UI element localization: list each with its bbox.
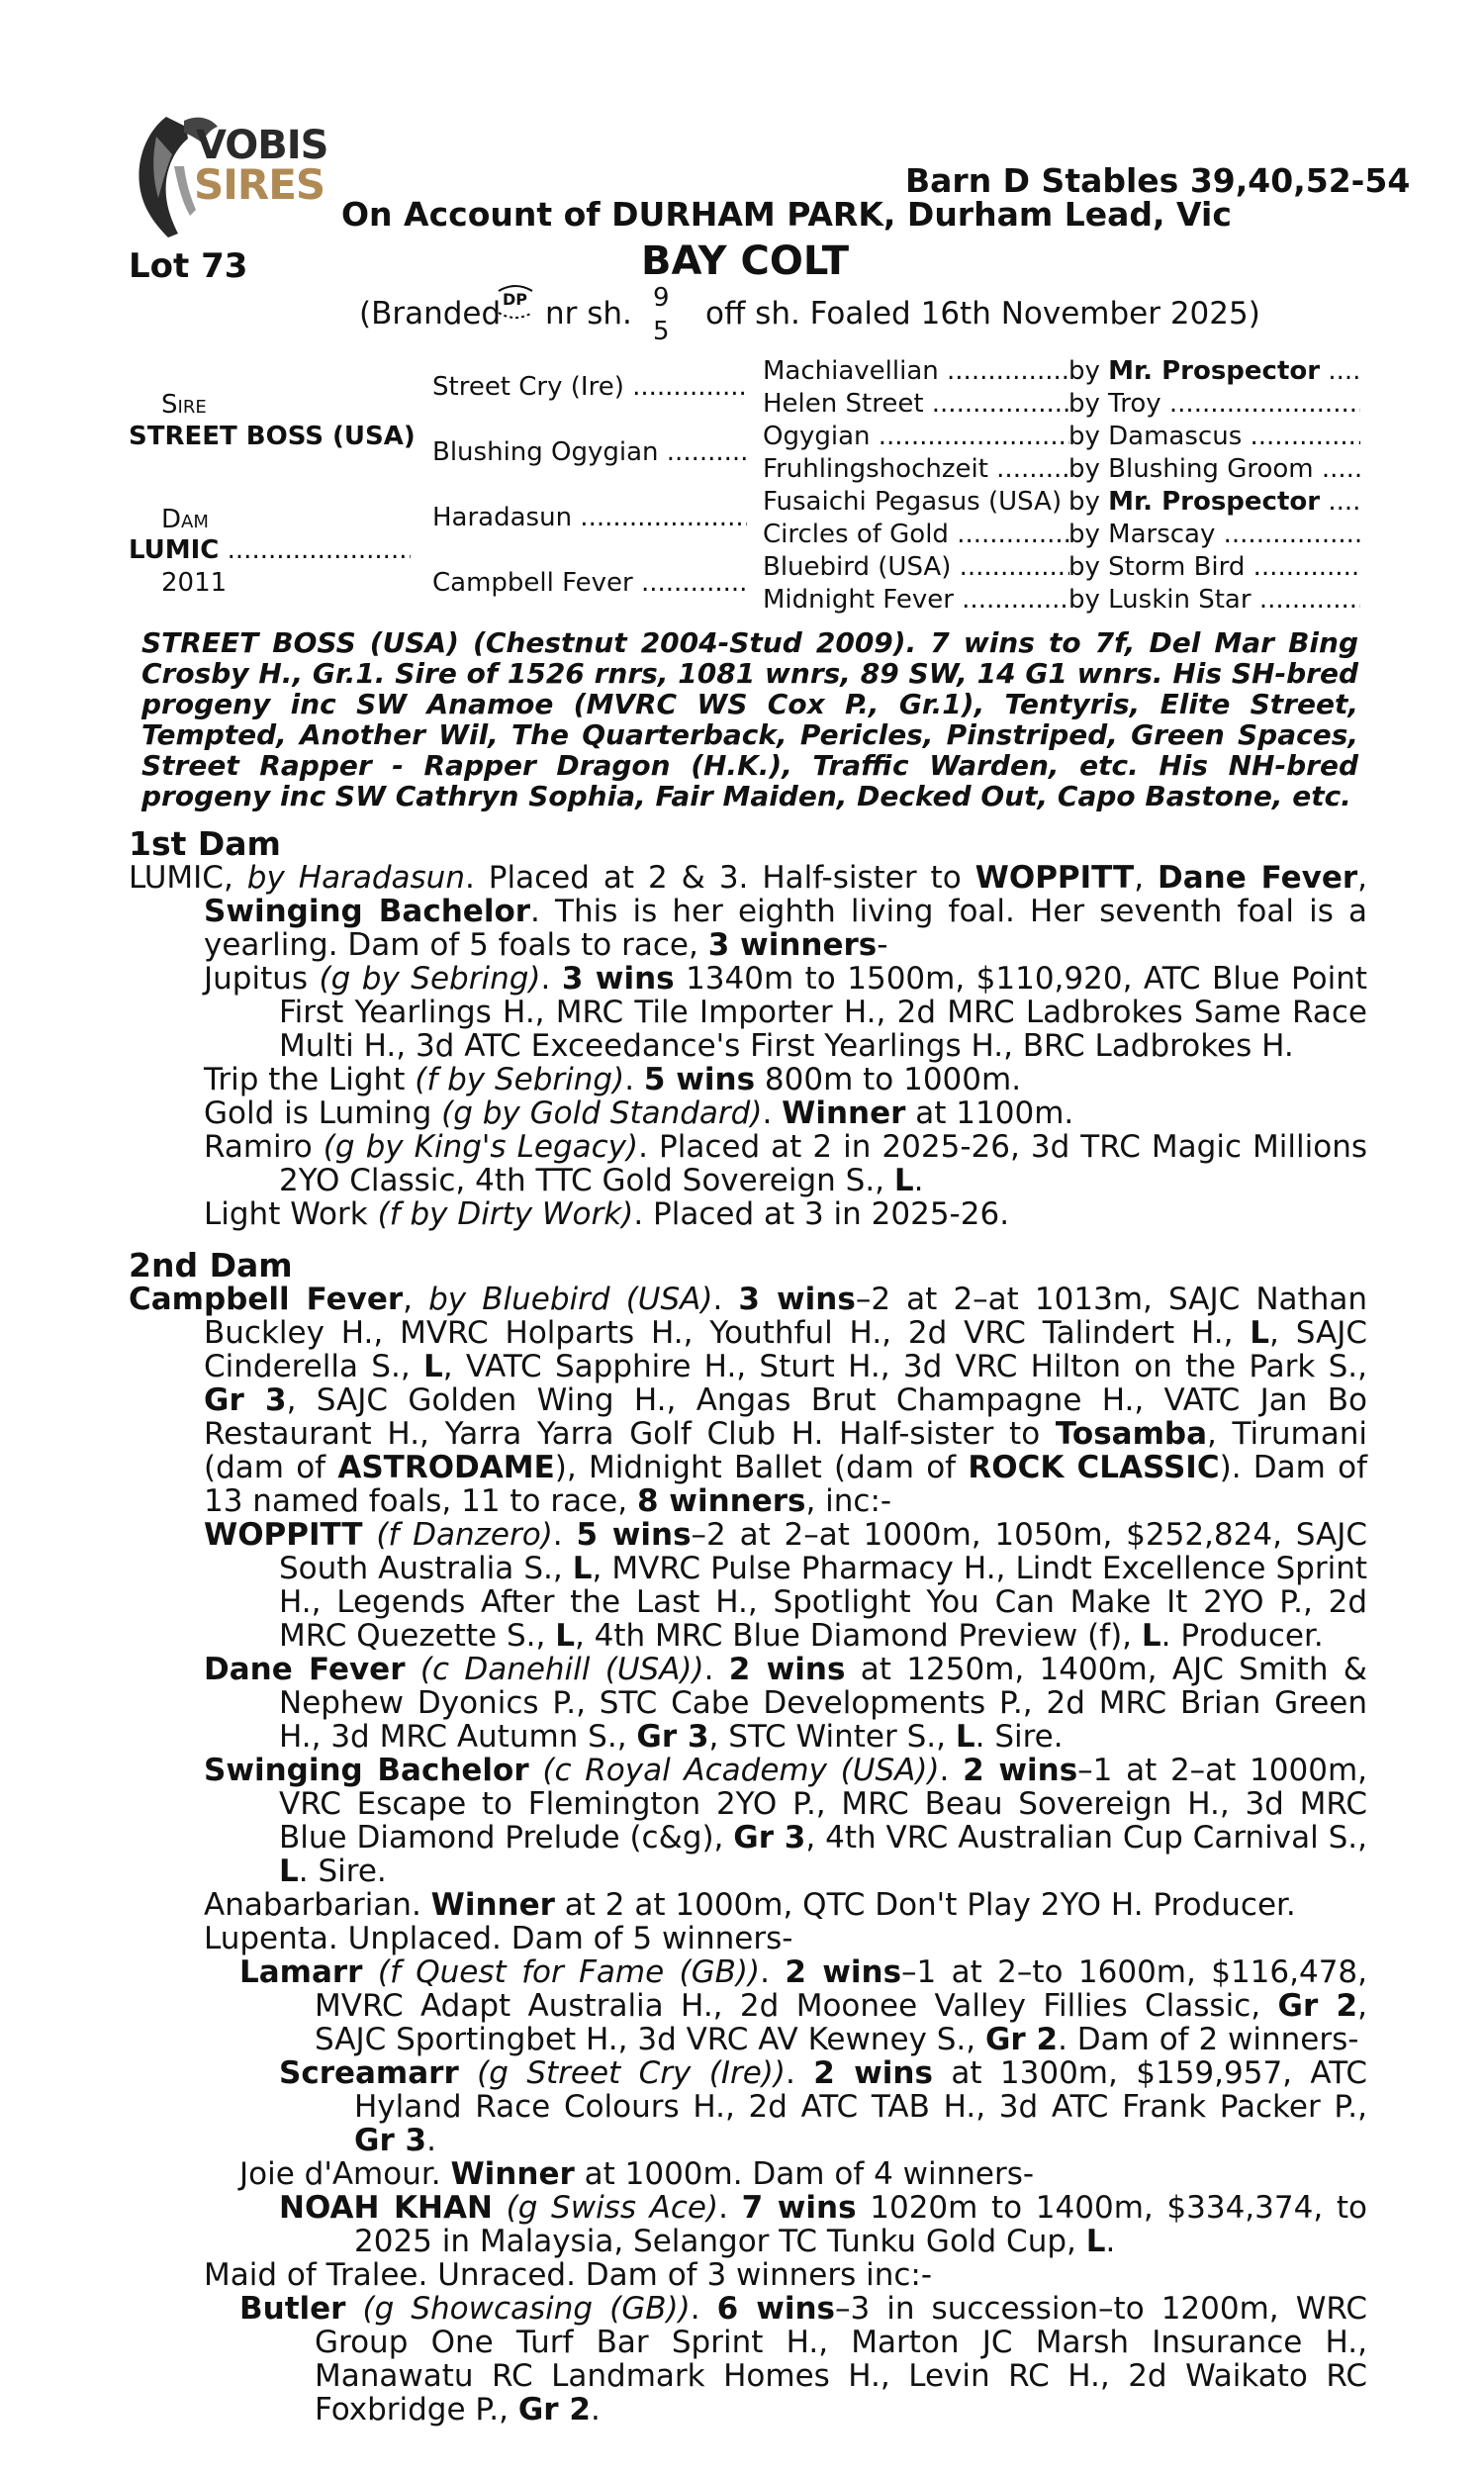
ped-g3-3: by Damascus ..... bbox=[1068, 422, 1360, 451]
ped-g3-5: by Mr. Prospector ..... bbox=[1068, 487, 1360, 517]
foal-entry-maid-of-tralee: Maid of Tralee. Unraced. Dam of 3 winners inc:- bbox=[204, 2257, 933, 2293]
second-dam-heading: 2nd Dam bbox=[129, 1246, 293, 1285]
sire-summary: STREET BOSS (USA) (Chestnut 2004-Stud 2009). 7 wins to 7f, Del Mar Bing Crosby H., Gr.1. Sire of 1526 rnrs, 1081 wnrs, 89 SW, 14 G1 wnrs. His SH-bred progeny inc SW Anamoe (MVRC WS Cox P., Gr.1), Tentyris, Elite Street, Tempted, Another Wil, The Quarterback, Pericles, Pinstriped, Green Spaces, Street Rapper - Rapper Dragon (H.K.), Traffic Warden, etc. His NH-bred progeny inc SW Cathryn Sophia, Fair Maiden, Decked Out, Capo Bastone, etc. bbox=[141, 626, 1358, 812]
foal-entry-lupenta: Lupenta. Unplaced. Dam of 5 winners- bbox=[204, 1921, 793, 1956]
brand-mark bbox=[495, 283, 536, 330]
first-dam-section bbox=[129, 824, 1367, 1232]
ped-g2-8: Midnight Fever ..... bbox=[763, 585, 1069, 615]
ped-g2-5: Fusaichi Pegasus (USA) ..... bbox=[763, 487, 1069, 517]
foal-entry-trip-the-light: Trip the Light (f by Sebring). 5 wins 800m to 1000m. bbox=[204, 1062, 1022, 1097]
foal-entry-woppitt: WOPPITT (f Danzero). 5 wins–2 at 2–at 1000m, 1050m, $252,824, SAJC South Australia S., L, MVRC Pulse Pharmacy H., Lindt Excellence Sprint H., Legends After the Last H., Spotlight You Can Make It 2YO P., 2d MRC Quezette S., L, 4th MRC Blue Diamond Preview (f), L. Producer. bbox=[204, 1517, 1367, 1654]
brand-line bbox=[359, 297, 501, 331]
brand-fraction-top: 9 bbox=[653, 283, 670, 313]
ped-g1-3: Haradasun ..... bbox=[432, 503, 747, 532]
grandfoal-entry-lamarr: Lamarr (f Quest for Fame (GB)). 2 wins–1 at 2–to 1600m, $116,478, MVRC Adapt Australia H., 2d Moonee Valley Fillies Classic, Gr 2, SAJC Sportingbet H., 3d VRC AV Kewney S., Gr 2. Dam of 2 winners- bbox=[239, 1954, 1367, 2057]
ped-g2-3: Ogygian ..... bbox=[763, 422, 1069, 451]
ped-g3-2: by Troy ..... bbox=[1068, 389, 1360, 419]
brand-suffix: off sh. Foaled 16th November 2025) bbox=[705, 296, 1260, 332]
ped-g2-1: Machiavellian ..... bbox=[763, 356, 1069, 386]
dam-label: Dam bbox=[161, 505, 209, 534]
first-dam-heading: 1st Dam bbox=[129, 824, 281, 863]
ped-g2-6: Circles of Gold ..... bbox=[763, 520, 1069, 549]
brand-prefix: (Branded bbox=[359, 296, 502, 332]
ped-g3-8: by Luskin Star ..... bbox=[1068, 585, 1360, 615]
second-dam-section bbox=[129, 1246, 1367, 2427]
ped-g2-4: Fruhlingshochzeit ..... bbox=[763, 454, 1069, 484]
foal-entry-ramiro: Ramiro (g by King's Legacy). Placed at 2 in 2025-26, 3d TRC Magic Millions 2YO Classic, 4th TTC Gold Sovereign S., L. bbox=[204, 1129, 1367, 1198]
foal-entry-anabarbarian: Anabarbarian. Winner at 2 at 1000m, QTC Don't Play 2YO H. Producer. bbox=[204, 1887, 1296, 1923]
brand-mid: nr sh. bbox=[545, 296, 632, 332]
ped-g3-4: by Blushing Groom ..... bbox=[1068, 454, 1360, 484]
dam-year: 2011 bbox=[161, 568, 228, 598]
dam-entry-campbell-fever: Campbell Fever, by Bluebird (USA). 3 wins–2 at 2–at 1013m, SAJC Nathan Buckley H., MVRC Holparts H., Youthful H., 2d VRC Talindert H., L, SAJC Cinderella S., L, VATC Sapphire H., Sturt H., 3d VRC Hilton on the Park S., Gr 3, SAJC Golden Wing H., Angas Brut Champagne H., VATC Jan Bo Restaurant H., Yarra Yarra Golf Club H. Half-sister to Tosamba, Tirumani (dam of ASTRODAME), Midnight Ballet (dam of ROCK CLASSIC). Dam of 13 named foals, 11 to race, 8 winners, inc:- bbox=[129, 1282, 1367, 1519]
leader-dots bbox=[219, 535, 411, 565]
ped-g3-6: by Marscay ..... bbox=[1068, 520, 1360, 549]
ped-g3-7: by Storm Bird ..... bbox=[1068, 552, 1360, 582]
lot-title: BAY COLT bbox=[641, 238, 850, 284]
vobis-sires-logo bbox=[127, 107, 328, 245]
brand-mark-text: DP bbox=[503, 290, 528, 309]
logo-bottom-text: SIRES bbox=[194, 160, 325, 209]
ped-g2-7: Bluebird (USA) ..... bbox=[763, 552, 1069, 582]
brand-fraction-bottom: 5 bbox=[653, 317, 670, 346]
dam-name-row bbox=[129, 535, 411, 565]
foal-entry-jupitus: Jupitus (g by Sebring). 3 wins 1340m to 1500m, $110,920, ATC Blue Point First Yearlings H., MRC Tile Importer H., 2d MRC Ladbrokes Same Race Multi H., 3d ATC Exceedance's First Yearlings H., BRC Ladbrokes H. bbox=[204, 961, 1367, 1064]
logo-top-text: VOBIS bbox=[196, 123, 328, 168]
foal-entry-dane-fever: Dane Fever (c Danehill (USA)). 2 wins at 1250m, 1400m, AJC Smith & Nephew Dyonics P., STC Cabe Developments P., 2d MRC Brian Green H., 3d MRC Autumn S., Gr 3, STC Winter S., L. Sire. bbox=[204, 1652, 1367, 1755]
ped-g2-2: Helen Street ..... bbox=[763, 389, 1069, 419]
ped-g1-1: Street Cry (Ire) ..... bbox=[432, 372, 747, 402]
grandfoal-entry-butler: Butler (g Showcasing (GB)). 6 wins–3 in succession–to 1200m, WRC Group One Turf Bar Sprint H., Marton JC Marsh Insurance H., Manawatu RC Landmark Homes H., Levin RC H., 2d Waikato RC Foxbridge P., Gr 2. bbox=[239, 2291, 1367, 2427]
ped-g1-4: Campbell Fever ..... bbox=[432, 568, 747, 598]
foal-entry-gold-is-luming: Gold is Luming (g by Gold Standard). Winner at 1100m. bbox=[204, 1095, 1074, 1131]
dam-entry-lumic: LUMIC, by Haradasun. Placed at 2 & 3. Half-sister to WOPPITT, Dane Fever, Swinging Bachelor. This is her eighth living foal. Her seventh foal is a yearling. Dam of 5 foals to race, 3 winners- bbox=[129, 860, 1367, 963]
sire-name: STREET BOSS (USA) bbox=[129, 422, 416, 451]
foal-entry-swinging-bachelor: Swinging Bachelor (c Royal Academy (USA)). 2 wins–1 at 2–at 1000m, VRC Escape to Flemington 2YO P., MRC Beau Sovereign H., 3d MRC Blue Diamond Prelude (c&g), Gr 3, 4th VRC Australian Cup Carnival S., L. Sire. bbox=[204, 1753, 1367, 1889]
lot-number: Lot 73 bbox=[129, 246, 248, 286]
sire-label: Sire bbox=[161, 390, 207, 420]
barn-location: Barn D Stables 39,40,52-54 bbox=[905, 161, 1411, 200]
greatgrandfoal-entry-screamarr: Screamarr (g Street Cry (Ire)). 2 wins at 1300m, $159,957, ATC Hyland Race Colours H., 2d ATC TAB H., 3d ATC Frank Packer P., Gr 3. bbox=[279, 2055, 1367, 2158]
foal-entry-light-work: Light Work (f by Dirty Work). Placed at 3 in 2025-26. bbox=[204, 1196, 1010, 1232]
dam-name: LUMIC bbox=[129, 535, 220, 565]
greatgrandfoal-entry-noah-khan: NOAH KHAN (g Swiss Ace). 7 wins 1020m to 1400m, $334,374, to 2025 in Malaysia, Selangor TC Tunku Gold Cup, L. bbox=[279, 2190, 1367, 2259]
vendor-account: On Account of DURHAM PARK, Durham Lead, Vic bbox=[341, 195, 1232, 234]
grandfoal-entry-joie-damour: Joie d'Amour. Winner at 1000m. Dam of 4 winners- bbox=[239, 2156, 1035, 2192]
ped-g1-2: Blushing Ogygian ..... bbox=[432, 437, 747, 467]
ped-g3-1: by Mr. Prospector ..... bbox=[1068, 356, 1360, 386]
